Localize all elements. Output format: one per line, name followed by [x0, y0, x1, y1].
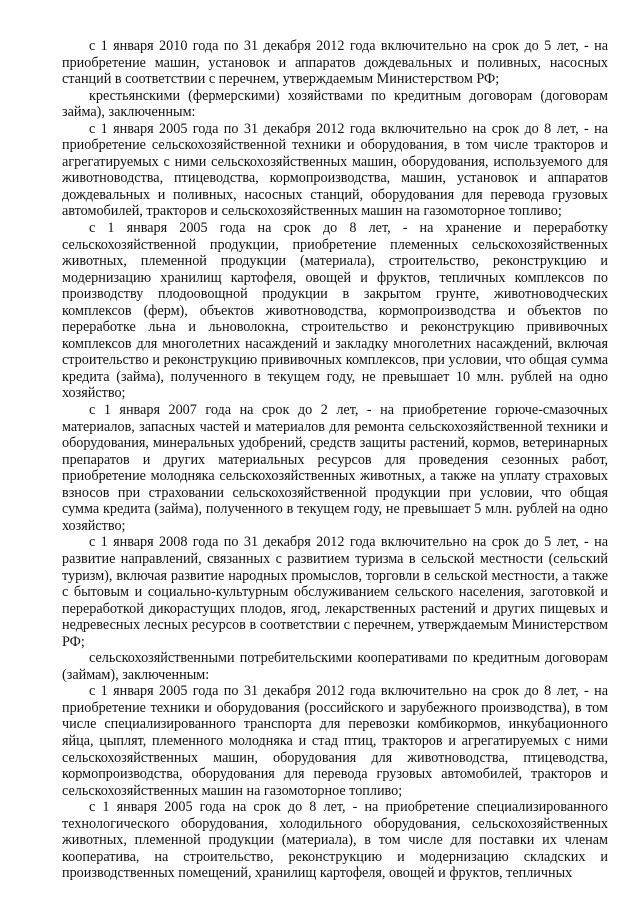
paragraph-cooperatives-heading: сельскохозяйственными потребительскими кооперативами по кредитным договорам (займам), заключенным:: [62, 650, 608, 683]
paragraph-cooperative-facilities-2005: с 1 января 2005 года на срок до 8 лет, - на приобретение специализированного технологического оборудования, холодильного оборудования, сельскохозяйственных животных, племенной продукции (материала), в том числе для поставки их членам кооператива, на строительство, реконструкцию и модернизацию складских и производственных помещений, хранилищ картофеля, овощей и фруктов, тепличных: [62, 799, 608, 882]
paragraph-farm-equipment-2005: с 1 января 2005 года по 31 декабря 2012 года включительно на срок до 8 лет, - на приобретение сельскохозяйственной техники и оборудования, в том числе тракторов и агрегатируемых с ними сельскохозяйственных машин, оборудования, используемого для животноводства, птицеводства, кормопроизводства, машин, установок и аппаратов дождевальных и поливных, насосных станций, оборудования для перевода грузовых автомобилей, тракторов и сельскохозяйственных машин на газомоторное топливо;: [62, 120, 608, 220]
paragraph-cooperative-equipment-2005: с 1 января 2005 года по 31 декабря 2012 года включительно на срок до 8 лет, - на приобретение техники и оборудования (российского и зарубежного производства), в том числе специализированного транспорта для перевозки комбикормов, инкубационного яйца, цыплят, племенного молодняка и стад птиц, тракторов и агрегатируемых с ними сельскохозяйственных машин, оборудования для животноводства, птицеводства, кормопроизводства, оборудования для перевода грузовых автомобилей, тракторов и сельскохозяйственных машин на газомоторное топливо;: [62, 683, 608, 799]
paragraph-rural-tourism-2008: с 1 января 2008 года по 31 декабря 2012 года включительно на срок до 5 лет, - на развитие направлений, связанных с развитием туризма в сельской местности (сельский туризм), включая развитие народных промыслов, торговли в сельской местности, а также с бытовым и социально-культурным обслуживанием сельского населения, заготовкой и переработкой дикорастущих плодов, ягод, лекарственных растений и других пищевых и недревесных лесных ресурсов в соответствии с перечнем, утверждаемым Министерством РФ;: [62, 534, 608, 650]
paragraph-irrigation-2010: с 1 января 2010 года по 31 декабря 2012 года включительно на срок до 5 лет, - на приобретение машин, установок и аппаратов дождевальных и поливных, насосных станций в соответствии с перечнем, утверждаемым Министерством РФ;: [62, 38, 608, 88]
paragraph-farm-households-heading: крестьянскими (фермерскими) хозяйствами по кредитным договорам (договорам займа), заключенным:: [62, 87, 608, 121]
paragraph-storage-processing-2005: с 1 января 2005 года на срок до 8 лет, - на хранение и переработку сельскохозяйственной продукции, приобретение племенных сельскохозяйственных животных, племенной продукции (материала), строительство, реконструкцию и модернизацию хранилищ картофеля, овощей и фруктов, тепличных комплексов по производству плодоовощной продукции в закрытом грунте, животноводческих комплексов (ферм), объектов животноводства, кормопроизводства и объектов по переработке льна и льноволокна, строительство и реконструкцию прививочных комплексов для многолетних насаждений и закладку многолетних насаждений, включая строительство и реконструкцию прививочных комплексов, при условии, что общая сумма кредита (займа), полученного в текущем году, не превышает 10 млн. рублей на одно хозяйство;: [62, 220, 608, 402]
document-page: [62, 38, 608, 882]
paragraph-seasonal-works-2007: с 1 января 2007 года на срок до 2 лет, - на приобретение горюче-смазочных материалов, запасных частей и материалов для ремонта сельскохозяйственной техники и оборудования, минеральных удобрений, средств защиты растений, кормов, ветеринарных препаратов и других материальных ресурсов для проведения сезонных работ, приобретение молодняка сельскохозяйственных животных, а также на уплату страховых взносов при страховании сельскохозяйственной продукции при условии, что общая сумма кредита (займа), полученного в текущем году, не превышает 5 млн. рублей на одно хозяйство;: [62, 402, 608, 534]
